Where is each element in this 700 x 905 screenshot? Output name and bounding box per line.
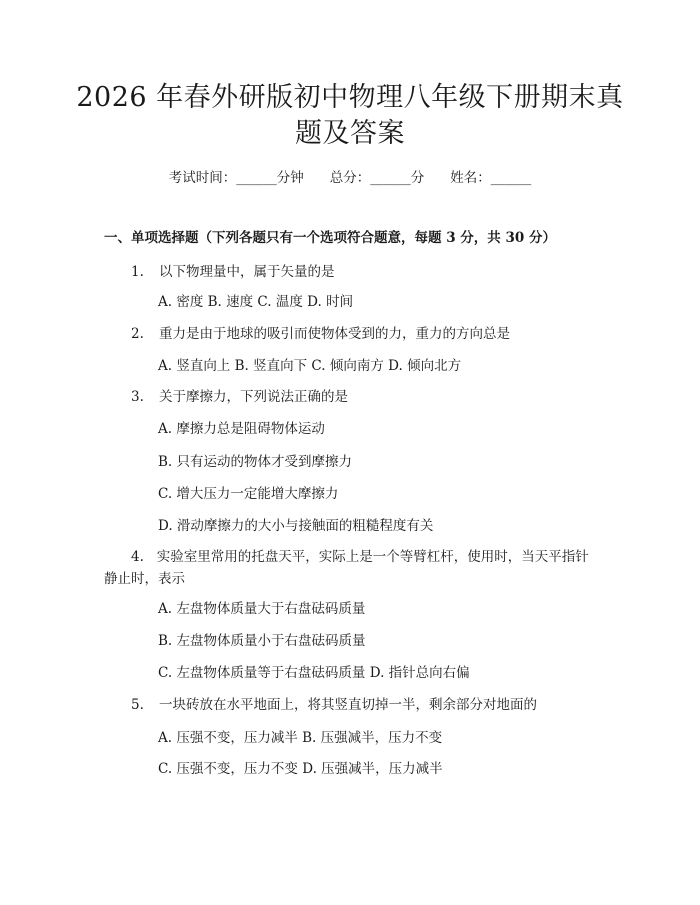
question-number: 4. bbox=[131, 549, 144, 565]
question-4-option-b: B. 左盘物体质量小于右盘砝码质量 bbox=[158, 633, 366, 649]
page-title bbox=[0, 80, 700, 152]
question-5 bbox=[131, 695, 537, 715]
question-2 bbox=[131, 324, 510, 344]
question-number: 1. bbox=[131, 264, 144, 280]
exam-score: 总分：______分 bbox=[329, 170, 425, 186]
exam-time: 考试时间：______分钟 bbox=[168, 170, 304, 186]
question-1 bbox=[131, 262, 335, 282]
question-4-option-cd: C. 左盘物体质量等于右盘砝码质量 D. 指针总向右偏 bbox=[158, 665, 470, 681]
question-text: 实验室里常用的托盘天平，实际上是一个等臂杠杆，使用时，当天平指针静止时，表示 bbox=[104, 549, 589, 587]
question-number: 3. bbox=[131, 389, 144, 405]
question-number: 5. bbox=[131, 697, 144, 713]
section-heading: 一、单项选择题（下列各题只有一个选项符合题意，每题 3 分，共 30 分） bbox=[104, 230, 556, 246]
question-text: 关于摩擦力，下列说法正确的是 bbox=[159, 389, 348, 405]
title-line-1: 2026 年春外研版初中物理八年级下册期末真 bbox=[76, 82, 624, 113]
question-2-options: A. 竖直向上 B. 竖直向下 C. 倾向南方 D. 倾向北方 bbox=[158, 358, 462, 374]
question-text: 重力是由于地球的吸引而使物体受到的力，重力的方向总是 bbox=[159, 326, 510, 342]
question-3-option-d: D. 滑动摩擦力的大小与接触面的粗糙程度有关 bbox=[158, 518, 434, 534]
question-5-option-ab: A. 压强不变，压力减半 B. 压强减半，压力不变 bbox=[158, 730, 443, 746]
question-3-option-b: B. 只有运动的物体才受到摩擦力 bbox=[158, 454, 353, 470]
question-1-options: A. 密度 B. 速度 C. 温度 D. 时间 bbox=[158, 294, 354, 310]
question-number: 2. bbox=[131, 326, 144, 342]
question-text: 以下物理量中，属于矢量的是 bbox=[159, 264, 335, 280]
question-4 bbox=[104, 546, 600, 590]
question-5-option-cd: C. 压强不变，压力不变 D. 压强减半，压力减半 bbox=[158, 761, 443, 777]
question-3 bbox=[131, 387, 348, 407]
title-line-2: 题及答案 bbox=[295, 118, 405, 149]
question-text: 一块砖放在水平地面上，将其竖直切掉一半，剩余部分对地面的 bbox=[159, 697, 537, 713]
question-3-option-a: A. 摩擦力总是阻碍物体运动 bbox=[158, 421, 325, 437]
student-name: 姓名：______ bbox=[450, 170, 532, 186]
question-3-option-c: C. 增大压力一定能增大摩擦力 bbox=[158, 486, 339, 502]
exam-info bbox=[0, 168, 700, 188]
question-4-option-a: A. 左盘物体质量大于右盘砝码质量 bbox=[158, 601, 366, 617]
